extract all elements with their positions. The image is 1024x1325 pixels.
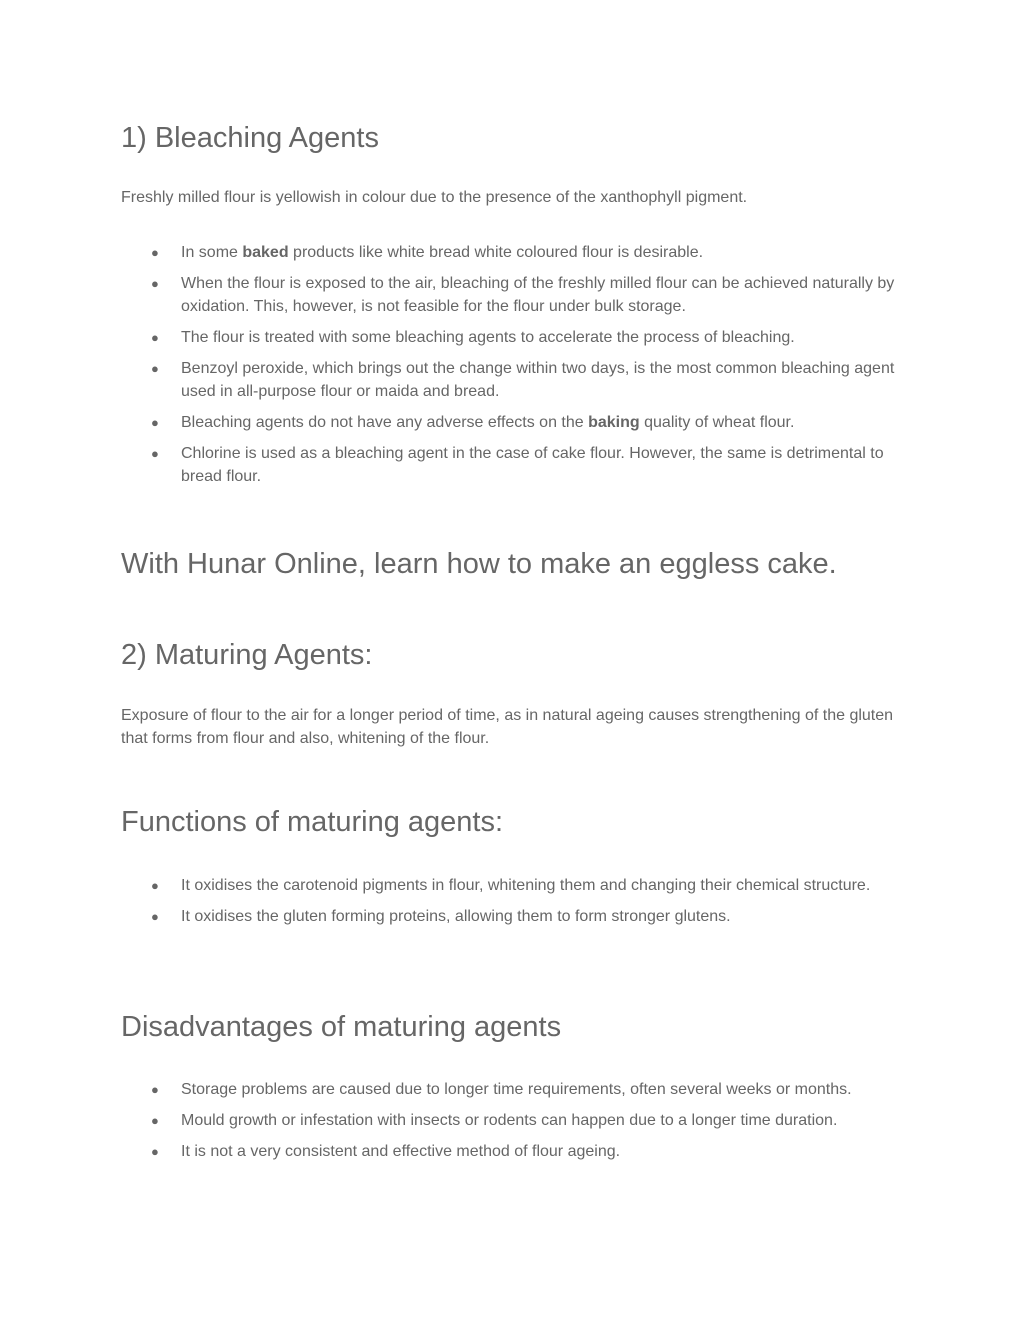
bullet-icon: ● (151, 1082, 159, 1097)
heading-bleaching-agents: 1) Bleaching Agents (121, 122, 379, 154)
heading-functions: Functions of maturing agents: (121, 806, 504, 838)
list-item: ● It oxidises the gluten forming proteins, allowing them to form stronger glutens. (121, 905, 911, 928)
paragraph-bleaching-intro: Freshly milled flour is yellowish in colour due to the presence of the xanthophyll pigment. (121, 189, 748, 206)
bullet-icon: ● (151, 909, 159, 924)
heading-maturing-agents: 2) Maturing Agents: (121, 639, 373, 671)
list-item: ● In some baked products like white bread white coloured flour is desirable. (121, 241, 911, 264)
list-item: ● The flour is treated with some bleaching agents to accelerate the process of bleaching. (121, 326, 911, 349)
bullet-icon: ● (151, 1144, 159, 1159)
list-item: ● Bleaching agents do not have any adverse effects on the baking quality of wheat flour. (121, 411, 911, 434)
heading-disadvantages: Disadvantages of maturing agents (121, 1011, 562, 1043)
list-functions (121, 874, 911, 936)
bullet-icon: ● (151, 330, 159, 345)
bullet-icon: ● (151, 878, 159, 893)
bullet-icon: ● (151, 446, 159, 461)
paragraph-maturing-intro: Exposure of flour to the air for a longer period of time, as in natural ageing causes strengthening of the gluten that forms from flour and also, whitening of the flour. (121, 707, 894, 747)
bullet-icon: ● (151, 245, 159, 260)
list-disadvantages (121, 1078, 911, 1171)
list-item: ● It is not a very consistent and effective method of flour ageing. (121, 1140, 911, 1163)
bullet-icon: ● (151, 1113, 159, 1128)
list-item: ● When the flour is exposed to the air, bleaching of the freshly milled flour can be achieved naturally by oxidation. This, however, is not feasible for the flour under bulk storage. (121, 272, 911, 318)
bullet-icon: ● (151, 361, 159, 376)
list-item: ● Mould growth or infestation with insects or rodents can happen due to a longer time duration. (121, 1109, 911, 1132)
list-item: ● Chlorine is used as a bleaching agent in the case of cake flour. However, the same is detrimental to bread flour. (121, 442, 911, 488)
bullet-icon: ● (151, 415, 159, 430)
bullet-icon: ● (151, 276, 159, 291)
list-bleaching-agents (121, 241, 911, 496)
list-item: ● Benzoyl peroxide, which brings out the change within two days, is the most common bleaching agent used in all-purpose flour or maida and bread. (121, 357, 911, 403)
heading-promo: With Hunar Online, learn how to make an eggless cake. (121, 548, 837, 580)
list-item: ● Storage problems are caused due to longer time requirements, often several weeks or months. (121, 1078, 911, 1101)
list-item: ● It oxidises the carotenoid pigments in flour, whitening them and changing their chemical structure. (121, 874, 911, 897)
